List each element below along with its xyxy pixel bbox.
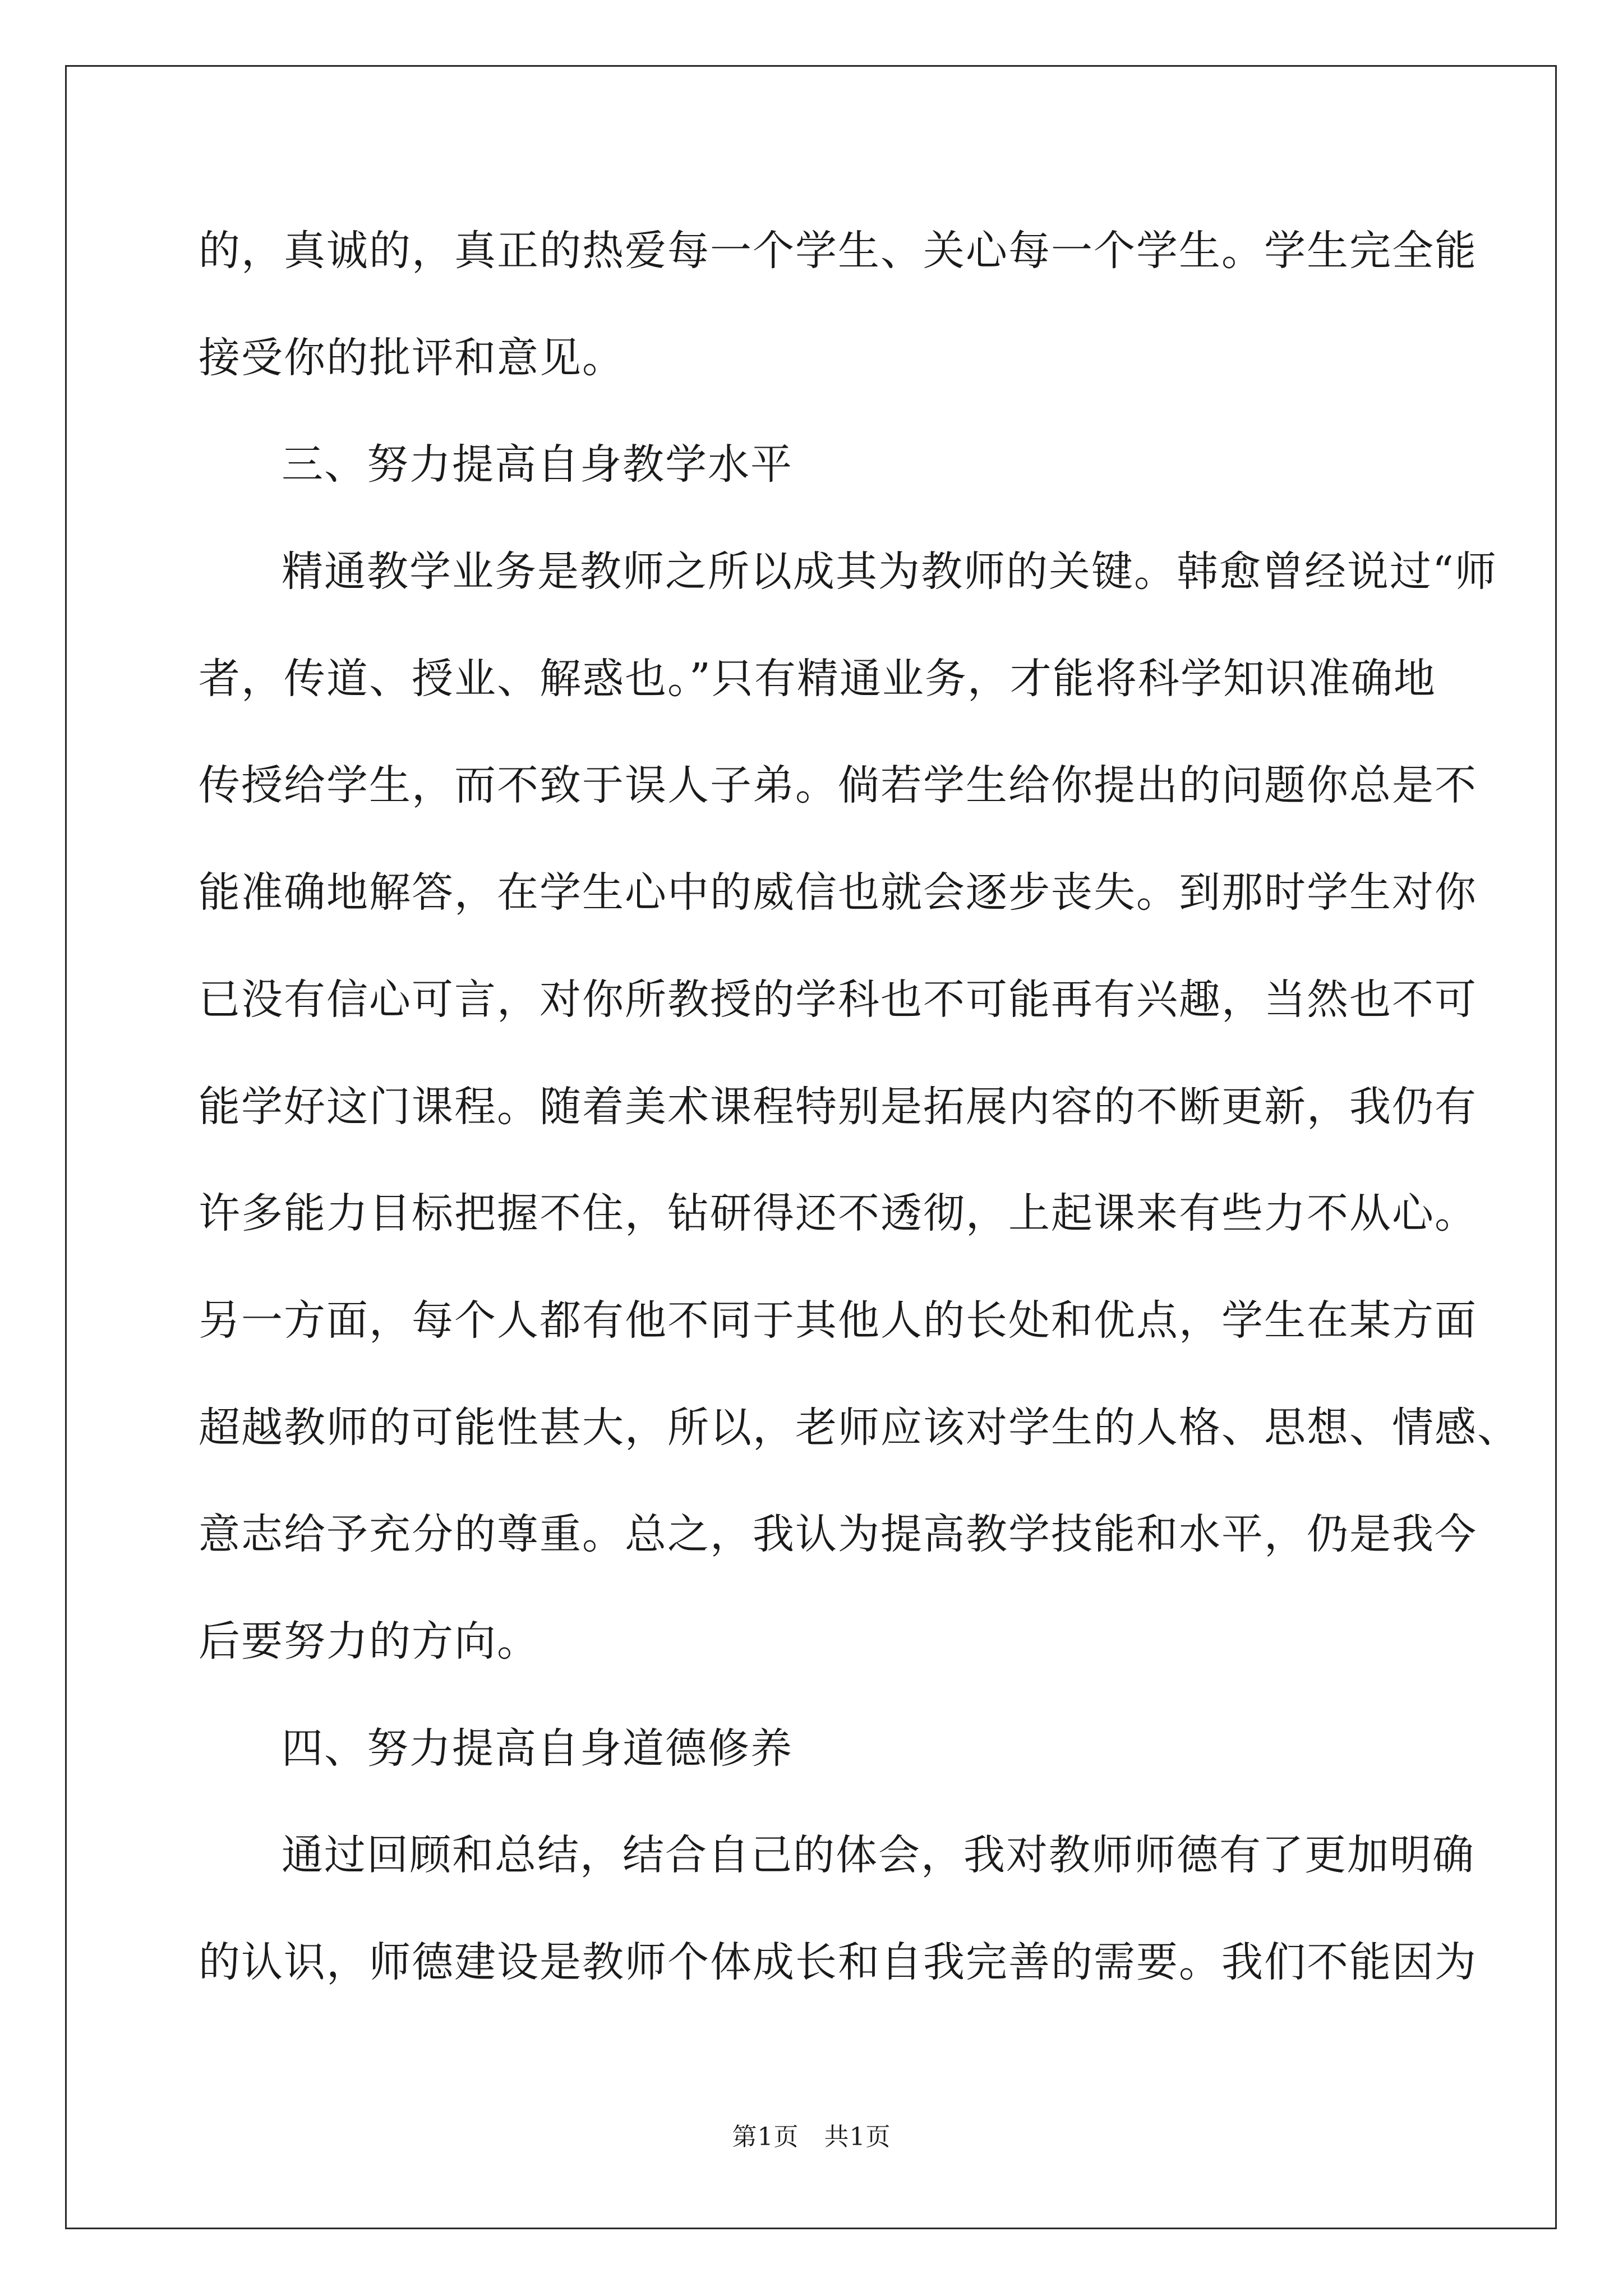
paragraph-line: 者，传道、授业、解惑也。”只有精通业务，才能将科学知识准确地 [199,654,1436,703]
paragraph-line: 许多能力目标把握不住，钻研得还不透彻，上起课来有些力不从心。 [199,1189,1477,1238]
paragraph-line: 传授给学生，而不致于误人子弟。倘若学生给你提出的问题你总是不 [199,761,1477,810]
paragraph-first-line: 精通教学业务是教师之所以成其为教师的关键。韩愈曾经说过“师 [282,547,1497,596]
paragraph-line: 意志给予充分的尊重。总之，我认为提高教学技能和水平，仍是我今 [199,1510,1477,1559]
paragraph-line: 另一方面，每个人都有他不同于其他人的长处和优点，学生在某方面 [199,1296,1477,1345]
paragraph-first-line: 通过回顾和总结，结合自己的体会，我对教师师德有了更加明确 [282,1831,1475,1880]
paragraph-line: 超越教师的可能性甚大，所以，老师应该对学生的人格、思想、情感、 [199,1403,1520,1452]
paragraph-line: 已没有信心可言，对你所教授的学科也不可能再有兴趣，当然也不可 [199,975,1477,1024]
paragraph-line: 能学好这门课程。随着美术课程特别是拓展内容的不断更新，我仍有 [199,1082,1477,1131]
paragraph-line: 后要努力的方向。 [199,1617,540,1665]
page-footer: 第1页 共1页 [732,2123,891,2151]
paragraph-first-line: 的，真诚的，真正的热爱每一个学生、关心每一个学生。学生完全能 [199,227,1477,275]
paragraph-line: 的认识，师德建设是教师个体成长和自我完善的需要。我们不能因为 [199,1938,1477,1986]
paragraph-first-line: 三、努力提高自身教学水平 [282,440,793,489]
paragraph-first-line: 四、努力提高自身道德修养 [282,1724,793,1773]
paragraph-line: 接受你的批评和意见。 [199,333,625,382]
paragraph-line: 能准确地解答，在学生心中的威信也就会逐步丧失。到那时学生对你 [199,868,1477,917]
document-body [199,222,1520,2040]
